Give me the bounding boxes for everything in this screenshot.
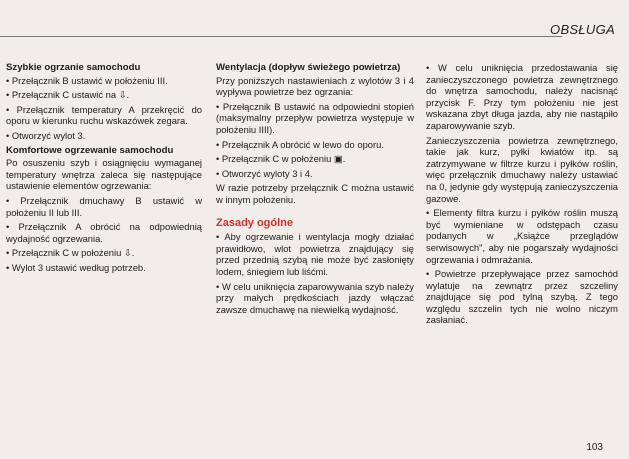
bullet-paragraph: • Elementy filtra kurzu i pyłków roślin muszą być wymieniane w odstępach czasu podanych w „Książce przeglądów serwisowych", aby nie pogarszały wydajności ogrzewania i odmrażania. [426,207,618,265]
bullet-paragraph: • Wylot 3 ustawić według potrzeb. [6,262,202,274]
bullet-paragraph: • Przełącznik dmuchawy B ustawić w położeniu II lub III. [6,195,202,218]
page-number: 103 [586,442,603,453]
bullet-paragraph: • Przełącznik A obrócić w lewo do oporu. [216,139,414,151]
column-2 [216,62,414,318]
bullet-paragraph: • Przełącznik C w położeniu ⇩. [6,247,202,259]
bullet-paragraph: • Otworzyć wylot 3. [6,130,202,142]
body-paragraph: Przy poniższych nastawieniach z wylotów 3 i 4 wypływa powietrze bez ogrzania: [216,74,414,98]
section-heading: Szybkie ogrzanie samochodu [6,62,141,73]
body-paragraph: W razie potrzeby przełącznik C można ustawić w innym położeniu. [216,182,414,205]
section-heading: Komfortowe ogrzewanie samochodu [6,144,174,156]
column-3 [426,62,618,329]
section-title: OBSŁUGA [550,22,615,37]
bullet-paragraph: • Przełącznik A obrócić na odpowiednią wydajność ogrzewania. [6,221,202,244]
bullet-paragraph: • W celu uniknięcia przedostawania się zanieczyszczonego powietrza zewnętrznego do wnętrza samochodu, należy nacisnąć przycisk F. Przy tym położeniu nie jest wskazana zbyt długa jazda, aby nie nastąpiło zaparowywanie szyb. [426,62,618,132]
column-1 [6,62,202,277]
header-rule [0,36,562,37]
bullet-paragraph: • Przełącznik B ustawić na odpowiedni stopień (maksymalny przepływ powietrza występuje w położeniu IIII). [216,101,414,136]
red-section-heading: Zasady ogólne [216,216,294,229]
bullet-paragraph: • W celu uniknięcia zaparowywania szyb należy przy małych prędkościach jazdy włączać zawsze dmuchawę na niewielką wydajność. [216,281,414,316]
bullet-paragraph: • Przełącznik temperatury A przekręcić do oporu w kierunku ruchu wskazówek zegara. [6,104,202,127]
bullet-paragraph: • Przełącznik B ustawić w położeniu III. [6,75,202,87]
bullet-paragraph: • Powietrze przepływające przez samochód wylatuje na zewnątrz przez szczeliny znajdujące się pod tylną szybą. Z tego względu szczelin tych nie wolno niczym zasłaniać. [426,268,618,326]
section-heading: Wentylacja (dopływ świeżego powietrza) [216,62,401,73]
body-paragraph: Po osuszeniu szyb i osiągnięciu wymaganej temperatury wnętrza zaleca się następujące ustawienie elementów ogrzewania: [6,157,202,192]
bullet-paragraph: • Aby ogrzewanie i wentylacja mogły działać prawidłowo, wlot powietrza znajdujący się przed przednią szybą nie może być zasłonięty lodem, śniegiem lub liśćmi. [216,231,414,277]
bullet-paragraph: • Przełącznik C w położeniu ▣. [216,153,414,165]
bullet-paragraph: • Otworzyć wyloty 3 i 4. [216,168,414,180]
body-paragraph: Zanieczyszczenia powietrza zewnętrznego, takie jak kurz, pyłki kwiatów itp. są zatrzymywane w filtrze kurzu i pyłków roślin, więc przełącznik dmuchawy należy ustawiać na 0, jedynie gdy występują zanieczyszczenia gazowe. [426,134,618,204]
bullet-paragraph: • Przełącznik C ustawić na ⇩. [6,89,202,101]
